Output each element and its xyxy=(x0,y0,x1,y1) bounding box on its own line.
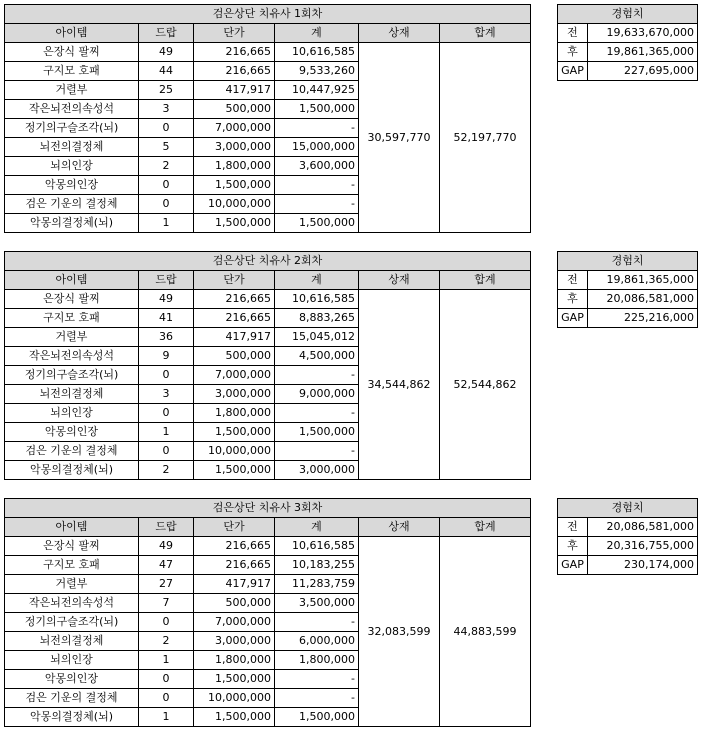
exp-after-value: 20,316,755,000 xyxy=(588,537,698,556)
drop-count: 0 xyxy=(139,442,194,461)
drop-count: 1 xyxy=(139,423,194,442)
exp-after-label: 후 xyxy=(558,290,588,309)
item-name: 뇌전의결정체 xyxy=(5,385,139,404)
exp-after-value: 20,086,581,000 xyxy=(588,290,698,309)
drop-count: 9 xyxy=(139,347,194,366)
table-row xyxy=(5,537,531,556)
total-value: 44,883,599 xyxy=(440,537,531,727)
table-row xyxy=(5,290,531,309)
drop-count: 2 xyxy=(139,157,194,176)
exp-before-value: 19,861,365,000 xyxy=(588,271,698,290)
exp-title: 경험치 xyxy=(558,5,698,24)
session-3-table xyxy=(4,498,531,727)
drop-count: 47 xyxy=(139,556,194,575)
unit-price: 500,000 xyxy=(194,100,275,119)
item-name: 구지모 호패 xyxy=(5,309,139,328)
item-name: 거렬부 xyxy=(5,328,139,347)
col-header-item: 아이템 xyxy=(5,271,139,290)
session-2-title: 검은상단 치유사 2회차 xyxy=(5,252,531,271)
unit-price: 7,000,000 xyxy=(194,119,275,138)
unit-price: 216,665 xyxy=(194,537,275,556)
subtotal: - xyxy=(275,442,359,461)
unit-price: 417,917 xyxy=(194,328,275,347)
unit-price: 1,800,000 xyxy=(194,157,275,176)
drop-count: 25 xyxy=(139,81,194,100)
drop-count: 27 xyxy=(139,575,194,594)
session-2-header-row xyxy=(5,271,531,290)
unit-price: 1,500,000 xyxy=(194,670,275,689)
shop-value: 30,597,770 xyxy=(359,43,440,233)
item-name: 뇌의인장 xyxy=(5,157,139,176)
item-name: 정기의구슬조각(뇌) xyxy=(5,613,139,632)
total-value: 52,197,770 xyxy=(440,43,531,233)
subtotal: 4,500,000 xyxy=(275,347,359,366)
item-name: 뇌의인장 xyxy=(5,404,139,423)
session-1-table xyxy=(4,4,531,233)
unit-price: 216,665 xyxy=(194,43,275,62)
exp-gap-label: GAP xyxy=(558,309,588,328)
unit-price: 10,000,000 xyxy=(194,442,275,461)
exp-before-label: 전 xyxy=(558,518,588,537)
unit-price: 216,665 xyxy=(194,556,275,575)
unit-price: 1,800,000 xyxy=(194,651,275,670)
unit-price: 216,665 xyxy=(194,62,275,81)
unit-price: 216,665 xyxy=(194,309,275,328)
exp-gap-value: 227,695,000 xyxy=(588,62,698,81)
subtotal: 1,500,000 xyxy=(275,214,359,233)
item-name: 검은 기운의 결정체 xyxy=(5,689,139,708)
item-name: 악몽의인장 xyxy=(5,670,139,689)
exp-before-value: 20,086,581,000 xyxy=(588,518,698,537)
session-2-exp-table xyxy=(557,251,698,328)
unit-price: 417,917 xyxy=(194,81,275,100)
exp-gap-value: 230,174,000 xyxy=(588,556,698,575)
session-1-title: 검은상단 치유사 1회차 xyxy=(5,5,531,24)
subtotal: 10,447,925 xyxy=(275,81,359,100)
col-header-drop: 드랍 xyxy=(139,518,194,537)
subtotal: 1,500,000 xyxy=(275,708,359,727)
drop-count: 49 xyxy=(139,290,194,309)
drop-count: 5 xyxy=(139,138,194,157)
item-name: 작은뇌전의속성석 xyxy=(5,594,139,613)
session-3-exp-table xyxy=(557,498,698,575)
subtotal: 9,533,260 xyxy=(275,62,359,81)
col-header-shop: 상재 xyxy=(359,271,440,290)
exp-after-label: 후 xyxy=(558,43,588,62)
item-name: 작은뇌전의속성석 xyxy=(5,347,139,366)
unit-price: 417,917 xyxy=(194,575,275,594)
drop-count: 49 xyxy=(139,43,194,62)
col-header-total: 합계 xyxy=(440,24,531,43)
drop-count: 0 xyxy=(139,195,194,214)
subtotal: - xyxy=(275,689,359,708)
drop-count: 1 xyxy=(139,651,194,670)
col-header-unit-price: 단가 xyxy=(194,24,275,43)
exp-gap-value: 225,216,000 xyxy=(588,309,698,328)
subtotal: 6,000,000 xyxy=(275,632,359,651)
item-name: 거렬부 xyxy=(5,575,139,594)
session-1-header-row xyxy=(5,24,531,43)
subtotal: - xyxy=(275,176,359,195)
subtotal: 1,500,000 xyxy=(275,100,359,119)
item-name: 악몽의인장 xyxy=(5,176,139,195)
exp-gap-label: GAP xyxy=(558,62,588,81)
item-name: 은장식 팔찌 xyxy=(5,43,139,62)
item-name: 악몽의인장 xyxy=(5,423,139,442)
unit-price: 1,500,000 xyxy=(194,708,275,727)
col-header-shop: 상재 xyxy=(359,518,440,537)
session-3-title: 검은상단 치유사 3회차 xyxy=(5,499,531,518)
unit-price: 10,000,000 xyxy=(194,195,275,214)
item-name: 뇌전의결정체 xyxy=(5,138,139,157)
item-name: 구지모 호패 xyxy=(5,62,139,81)
unit-price: 1,500,000 xyxy=(194,461,275,480)
item-name: 거렬부 xyxy=(5,81,139,100)
subtotal: 15,045,012 xyxy=(275,328,359,347)
col-header-drop: 드랍 xyxy=(139,271,194,290)
shop-value: 34,544,862 xyxy=(359,290,440,480)
item-name: 구지모 호패 xyxy=(5,556,139,575)
drop-count: 0 xyxy=(139,689,194,708)
col-header-subtotal: 계 xyxy=(275,271,359,290)
item-name: 검은 기운의 결정체 xyxy=(5,195,139,214)
session-1-exp-table xyxy=(557,4,698,81)
drop-count: 1 xyxy=(139,214,194,233)
exp-before-label: 전 xyxy=(558,24,588,43)
subtotal: - xyxy=(275,670,359,689)
shop-value: 32,083,599 xyxy=(359,537,440,727)
subtotal: - xyxy=(275,119,359,138)
item-name: 악몽의결정체(뇌) xyxy=(5,461,139,480)
item-name: 뇌의인장 xyxy=(5,651,139,670)
table-row xyxy=(5,43,531,62)
unit-price: 1,500,000 xyxy=(194,176,275,195)
drop-count: 7 xyxy=(139,594,194,613)
subtotal: 15,000,000 xyxy=(275,138,359,157)
item-name: 검은 기운의 결정체 xyxy=(5,442,139,461)
subtotal: 1,500,000 xyxy=(275,423,359,442)
session-3-header-row xyxy=(5,518,531,537)
col-header-unit-price: 단가 xyxy=(194,518,275,537)
unit-price: 1,500,000 xyxy=(194,423,275,442)
subtotal: 3,600,000 xyxy=(275,157,359,176)
exp-before-label: 전 xyxy=(558,271,588,290)
col-header-subtotal: 계 xyxy=(275,518,359,537)
subtotal: 10,616,585 xyxy=(275,537,359,556)
drop-count: 3 xyxy=(139,100,194,119)
item-name: 작은뇌전의속성석 xyxy=(5,100,139,119)
subtotal: 1,800,000 xyxy=(275,651,359,670)
unit-price: 3,000,000 xyxy=(194,385,275,404)
subtotal: 10,616,585 xyxy=(275,290,359,309)
unit-price: 3,000,000 xyxy=(194,632,275,651)
exp-after-label: 후 xyxy=(558,537,588,556)
subtotal: - xyxy=(275,613,359,632)
session-2-table xyxy=(4,251,531,480)
subtotal: 3,500,000 xyxy=(275,594,359,613)
item-name: 뇌전의결정체 xyxy=(5,632,139,651)
col-header-unit-price: 단가 xyxy=(194,271,275,290)
unit-price: 500,000 xyxy=(194,347,275,366)
col-header-item: 아이템 xyxy=(5,518,139,537)
exp-after-value: 19,861,365,000 xyxy=(588,43,698,62)
exp-before-value: 19,633,670,000 xyxy=(588,24,698,43)
unit-price: 1,500,000 xyxy=(194,214,275,233)
col-header-total: 합계 xyxy=(440,518,531,537)
col-header-subtotal: 계 xyxy=(275,24,359,43)
drop-count: 3 xyxy=(139,385,194,404)
drop-count: 0 xyxy=(139,119,194,138)
drop-count: 0 xyxy=(139,404,194,423)
drop-count: 49 xyxy=(139,537,194,556)
col-header-drop: 드랍 xyxy=(139,24,194,43)
drop-count: 0 xyxy=(139,366,194,385)
col-header-total: 합계 xyxy=(440,271,531,290)
subtotal: 9,000,000 xyxy=(275,385,359,404)
unit-price: 7,000,000 xyxy=(194,366,275,385)
drop-count: 2 xyxy=(139,632,194,651)
subtotal: 11,283,759 xyxy=(275,575,359,594)
drop-count: 36 xyxy=(139,328,194,347)
subtotal: 10,616,585 xyxy=(275,43,359,62)
col-header-shop: 상재 xyxy=(359,24,440,43)
drop-count: 44 xyxy=(139,62,194,81)
exp-title: 경험치 xyxy=(558,252,698,271)
item-name: 정기의구슬조각(뇌) xyxy=(5,366,139,385)
subtotal: 3,000,000 xyxy=(275,461,359,480)
item-name: 악몽의결정체(뇌) xyxy=(5,214,139,233)
subtotal: 10,183,255 xyxy=(275,556,359,575)
drop-count: 41 xyxy=(139,309,194,328)
unit-price: 216,665 xyxy=(194,290,275,309)
item-name: 은장식 팔찌 xyxy=(5,290,139,309)
subtotal: - xyxy=(275,366,359,385)
subtotal: - xyxy=(275,195,359,214)
unit-price: 7,000,000 xyxy=(194,613,275,632)
subtotal: 8,883,265 xyxy=(275,309,359,328)
drop-count: 0 xyxy=(139,670,194,689)
drop-count: 0 xyxy=(139,176,194,195)
drop-count: 0 xyxy=(139,613,194,632)
drop-count: 2 xyxy=(139,461,194,480)
item-name: 은장식 팔찌 xyxy=(5,537,139,556)
item-name: 정기의구슬조각(뇌) xyxy=(5,119,139,138)
exp-title: 경험치 xyxy=(558,499,698,518)
subtotal: - xyxy=(275,404,359,423)
unit-price: 3,000,000 xyxy=(194,138,275,157)
unit-price: 10,000,000 xyxy=(194,689,275,708)
total-value: 52,544,862 xyxy=(440,290,531,480)
unit-price: 500,000 xyxy=(194,594,275,613)
col-header-item: 아이템 xyxy=(5,24,139,43)
exp-gap-label: GAP xyxy=(558,556,588,575)
unit-price: 1,800,000 xyxy=(194,404,275,423)
item-name: 악몽의결정체(뇌) xyxy=(5,708,139,727)
drop-count: 1 xyxy=(139,708,194,727)
